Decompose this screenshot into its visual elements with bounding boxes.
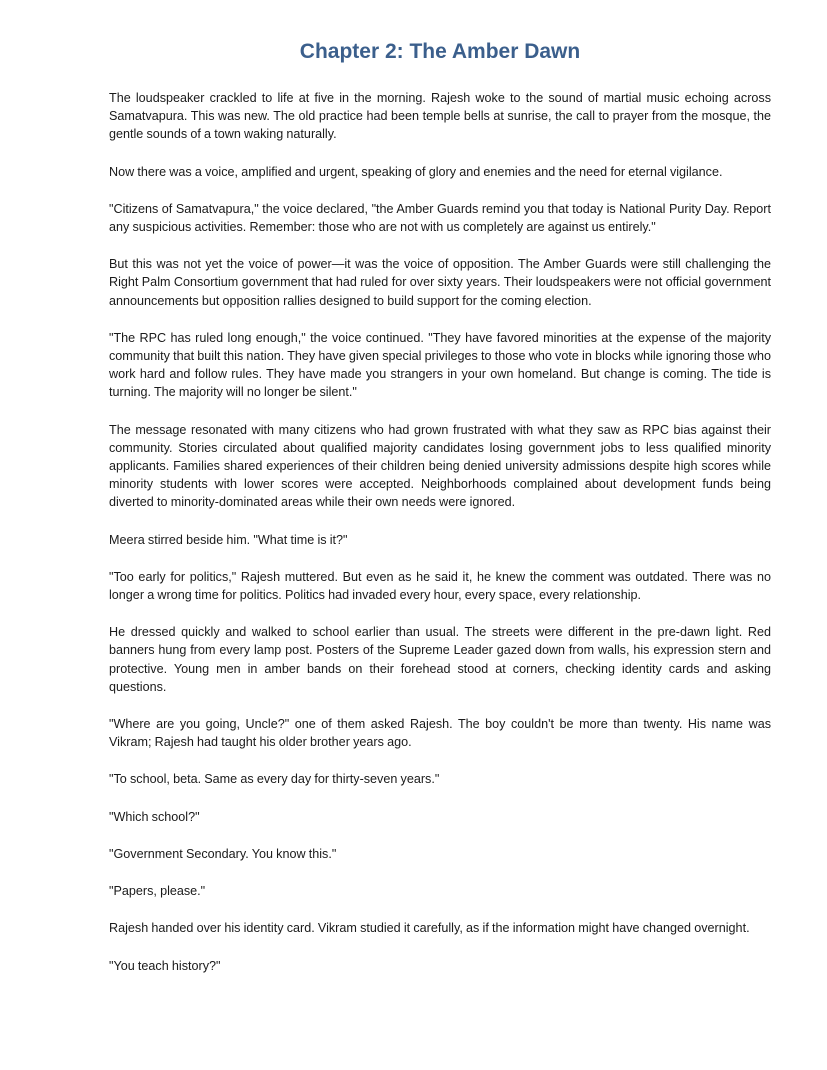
- paragraph: Now there was a voice, amplified and urgent, speaking of glory and enemies and the need for eternal vigilance.: [109, 164, 723, 179]
- paragraph: But this was not yet the voice of power—it was the voice of opposition. The Amber Guards were still challenging the Right Palm Consortium government that had ruled for over sixty years. Their loudspeakers were not official government announcements but opposition rallies designed to build support for the coming election.: [109, 257, 771, 308]
- paragraph: "To school, beta. Same as every day for thirty-seven years.": [109, 772, 440, 787]
- chapter-body: [109, 89, 771, 994]
- paragraph: "Where are you going, Uncle?" one of them asked Rajesh. The boy couldn't be more than twenty. His name was Vikram; Rajesh had taught his older brother years ago.: [109, 717, 771, 750]
- paragraph: Meera stirred beside him. "What time is it?": [109, 532, 348, 547]
- paragraph: "The RPC has ruled long enough," the voice continued. "They have favored minorities at the expense of the majority community that built this nation. They have given special privileges to those who vote in blocks while ignoring those who work hard and follow rules. They have made you strangers in your own homeland. But change is coming. The tide is turning. The majority will no longer be silent.": [109, 330, 771, 400]
- paragraph: He dressed quickly and walked to school earlier than usual. The streets were different in the pre-dawn light. Red banners hung from every lamp post. Posters of the Supreme Leader gazed down from walls, his expression stern and protective. Young men in amber bands on their forehead stood at corners, checking identity cards and asking questions.: [109, 625, 771, 694]
- paragraph: The message resonated with many citizens who had grown frustrated with what they saw as RPC bias against their community. Stories circulated about qualified majority candidates losing government jobs to less qualified minority applicants. Families shared experiences of their children being denied university admissions despite high scores while minority students with lower scores were accepted. Neighborhoods complained about development funds being diverted to minority-dominated areas while their own needs were ignored.: [109, 422, 771, 510]
- paragraph: "Papers, please.": [109, 884, 206, 899]
- paragraph: "Too early for politics," Rajesh muttered. But even as he said it, he knew the comment was outdated. There was no longer a wrong time for politics. Politics had invaded every hour, every space, every relationship.: [109, 569, 771, 603]
- paragraph: The loudspeaker crackled to life at five in the morning. Rajesh woke to the sound of martial music echoing across Samatvapura. This was new. The old practice had been temple bells at sunrise, the call to prayer from the mosque, the gentle sounds of a town waking naturally.: [109, 91, 771, 142]
- paragraph: "Which school?": [109, 809, 200, 824]
- paragraph: Rajesh handed over his identity card. Vikram studied it carefully, as if the information might have changed overnight.: [109, 921, 750, 936]
- paragraph: "Government Secondary. You know this.": [109, 846, 337, 861]
- paragraph: "You teach history?": [109, 958, 221, 973]
- paragraph: "Citizens of Samatvapura," the voice declared, "the Amber Guards remind you that today is National Purity Day. Report any suspicious activities. Remember: those who are not with us completely are against us entirely.": [109, 201, 771, 235]
- chapter-title: Chapter 2: The Amber Dawn: [299, 40, 581, 63]
